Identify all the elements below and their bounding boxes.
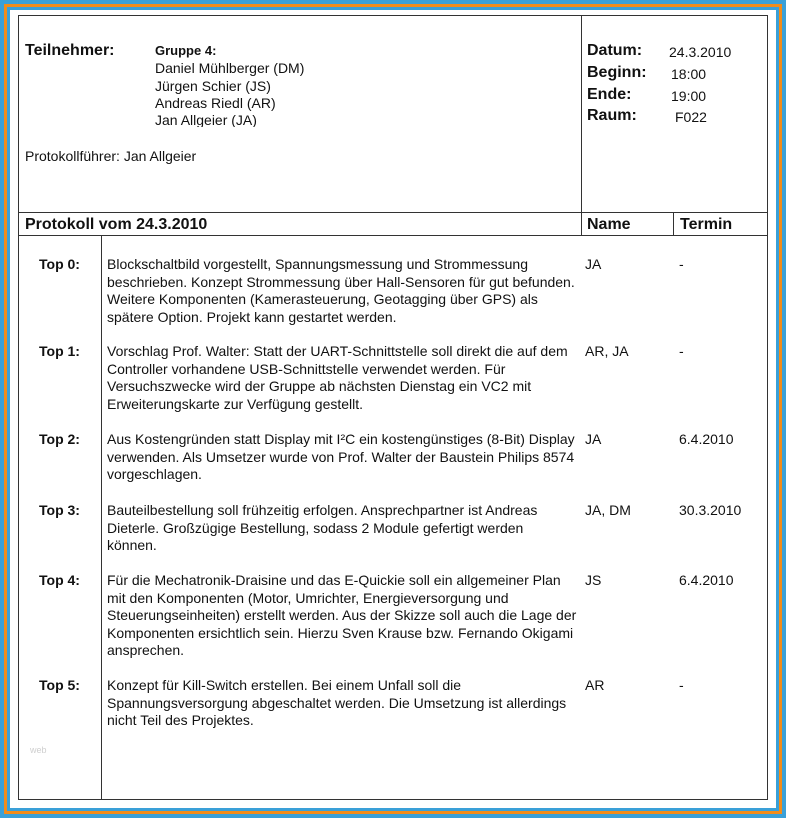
group-title: Gruppe 4: <box>155 43 217 58</box>
row-text: Vorschlag Prof. Walter: Statt der UART-Schnittstelle soll direkt die auf dem Controller vorhandene USB-Schnittstelle verwendet werden. Für Versuchszwecke wird der Gruppe ab nächsten Dienstag ein VC2 mit Erweiterungskarte zur Verfügung gestellt. <box>107 343 568 412</box>
top-label: Top 3: <box>39 502 80 518</box>
protokollfuehrer: Protokollführer: Jan Allgeier <box>25 148 197 164</box>
beginn-value: 18:00 <box>671 66 707 82</box>
row-name: JS <box>585 572 602 588</box>
datum-label: Datum: <box>587 42 643 59</box>
row-termin: - <box>679 256 684 272</box>
top-label: Top 1: <box>39 343 80 359</box>
top-label: Top 5: <box>39 677 80 693</box>
member-item: Daniel Mühlberger (DM) <box>155 60 305 76</box>
datum-value: 24.3.2010 <box>669 44 732 60</box>
row-name: JA <box>585 256 602 272</box>
column-header-name: Name <box>587 216 631 233</box>
protocol-title: Protokoll vom 24.3.2010 <box>25 216 208 233</box>
row-termin: 30.3.2010 <box>679 502 742 518</box>
beginn-label: Beginn: <box>587 64 647 81</box>
member-item-clipped <box>155 112 257 127</box>
member-item: Jürgen Schier (JS) <box>155 78 271 94</box>
top-label: Top 2: <box>39 431 80 447</box>
top-label: Top 4: <box>39 572 80 588</box>
row-termin: 6.4.2010 <box>679 431 734 447</box>
termin-column-divider <box>673 212 674 236</box>
row-termin: - <box>679 677 684 693</box>
name-column-divider-top <box>581 212 582 236</box>
row-text: Konzept für Kill-Switch erstellen. Bei einem Unfall soll die Spannungsversorgung abgeschaltet werden. Die Umsetzung ist allerdings nicht Teil des Projektes. <box>107 677 567 728</box>
row-name: JA <box>585 431 602 447</box>
table-header-rule <box>19 235 767 236</box>
raum-value: F022 <box>675 109 707 125</box>
header-divider <box>581 16 582 213</box>
raum-label: Raum: <box>587 107 637 124</box>
column-header-termin: Termin <box>680 216 733 233</box>
row-name: AR, JA <box>585 343 629 359</box>
row-text: Aus Kostengründen statt Display mit I²C ein kostengünstiges (8-Bit) Display verwenden. Als Umsetzer wurde von Prof. Walter der Baustein Philips 8574 vorgeschlagen. <box>107 431 575 482</box>
row-text: Bauteilbestellung soll frühzeitig erfolgen. Ansprechpartner ist Andreas Dieterle. Großzügige Bestellung, sodass 2 Module gefertigt werden können. <box>107 502 538 553</box>
protocol-document <box>18 15 768 800</box>
top-column-divider <box>101 235 102 800</box>
row-text: Blockschaltbild vorgestellt, Spannungsmessung und Strommessung beschrieben. Konzept Strommessung über Hall-Sensoren für gut befunden. Weitere Komponenten (Kamerasteuerung, Geotagging über GPS) als spätere Option. Projekt kann gestartet werden. <box>107 256 575 325</box>
ende-label: Ende: <box>587 86 632 103</box>
header-bottom-rule <box>19 212 767 213</box>
row-text: Für die Mechatronik-Draisine und das E-Quickie soll ein allgemeiner Plan mit den Komponenten (Motor, Umrichter, Energieversorgung und Steuerungseinheiten) erstellt werden. Aus der Skizze soll auch die Lage der Komponenten ersichtlich sein. Hierzu Sven Krause bzw. Fernando Okigami ansprechen. <box>107 572 577 658</box>
top-label: Top 0: <box>39 256 80 272</box>
row-name: AR <box>585 677 605 693</box>
row-termin: 6.4.2010 <box>679 572 734 588</box>
member-item: Jan Allgeier (JA) <box>155 112 257 127</box>
watermark-text: web <box>30 745 47 755</box>
row-name: JA, DM <box>585 502 631 518</box>
member-item: Andreas Riedl (AR) <box>155 95 276 111</box>
ende-value: 19:00 <box>671 88 707 104</box>
teilnehmer-label: Teilnehmer: <box>25 42 115 59</box>
row-termin: - <box>679 343 684 359</box>
